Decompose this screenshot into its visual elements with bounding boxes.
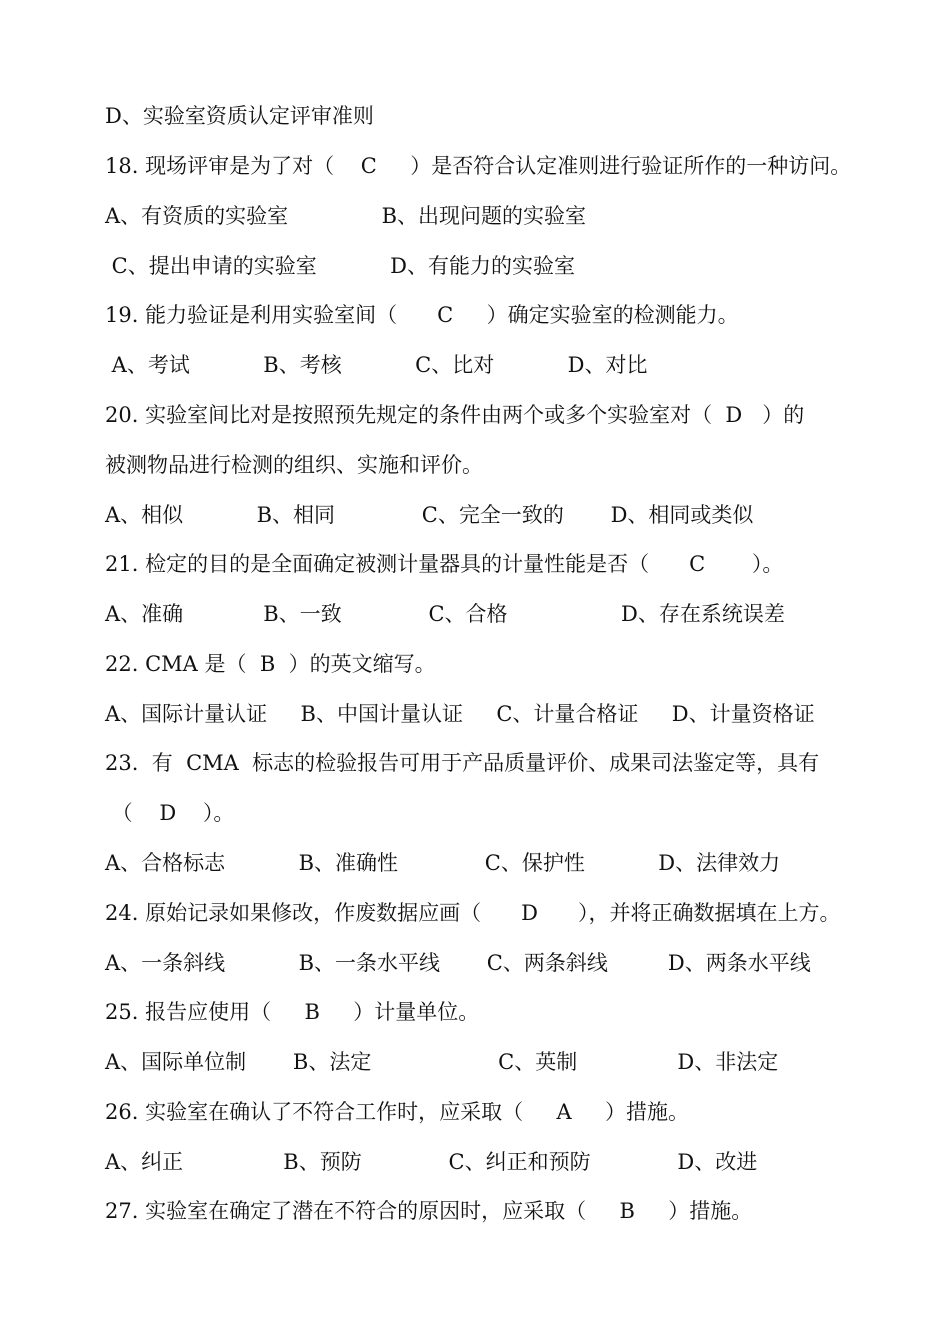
question-18: 18. 现场评审是为了对（ C ）是否符合认定准则进行验证所作的一种访问。 xyxy=(105,154,852,178)
question-21-options: A、准确 B、一致 C、合格 D、存在系统误差 xyxy=(105,602,785,626)
question-23: 23. 有 CMA 标志的检验报告可用于产品质量评价、成果司法鉴定等，具有 xyxy=(105,751,820,775)
question-23-options: A、合格标志 B、准确性 C、保护性 D、法律效力 xyxy=(105,851,781,875)
question-23-continued: （ D ）。 xyxy=(105,801,235,825)
question-25: 25. 报告应使用（ B ）计量单位。 xyxy=(105,1000,480,1024)
text-line-d-option: D、实验室资质认定评审准则 xyxy=(105,104,374,128)
question-27: 27. 实验室在确定了潜在不符合的原因时，应采取（ B ）措施。 xyxy=(105,1199,753,1223)
question-19-options: A、考试 B、考核 C、比对 D、对比 xyxy=(105,353,648,377)
question-18-options-ab: A、有资质的实验室 B、出现问题的实验室 xyxy=(105,204,587,228)
question-22: 22. CMA 是（ B ）的英文缩写。 xyxy=(105,652,436,676)
question-25-options: A、国际单位制 B、法定 C、英制 D、非法定 xyxy=(105,1050,779,1074)
question-24: 24. 原始记录如果修改，作废数据应画（ D ），并将正确数据填在上方。 xyxy=(105,901,841,925)
question-22-options: A、国际计量认证 B、中国计量认证 C、计量合格证 D、计量资格证 xyxy=(105,702,815,726)
question-20: 20. 实验室间比对是按照预先规定的条件由两个或多个实验室对（ D ）的 xyxy=(105,403,805,427)
question-20-continued: 被测物品进行检测的组织、实施和评价。 xyxy=(105,453,483,477)
question-18-options-cd: C、提出申请的实验室 D、有能力的实验室 xyxy=(105,254,576,278)
question-24-options: A、一条斜线 B、一条水平线 C、两条斜线 D、两条水平线 xyxy=(105,951,811,975)
question-26-options: A、纠正 B、预防 C、纠正和预防 D、改进 xyxy=(105,1150,758,1174)
question-21: 21. 检定的目的是全面确定被测计量器具的计量性能是否（ C ）。 xyxy=(105,552,784,576)
question-26: 26. 实验室在确认了不符合工作时，应采取（ A ）措施。 xyxy=(105,1100,689,1124)
question-20-options: A、相似 B、相同 C、完全一致的 D、相同或类似 xyxy=(105,503,754,527)
question-19: 19. 能力验证是利用实验室间（ C ）确定实验室的检测能力。 xyxy=(105,303,739,327)
